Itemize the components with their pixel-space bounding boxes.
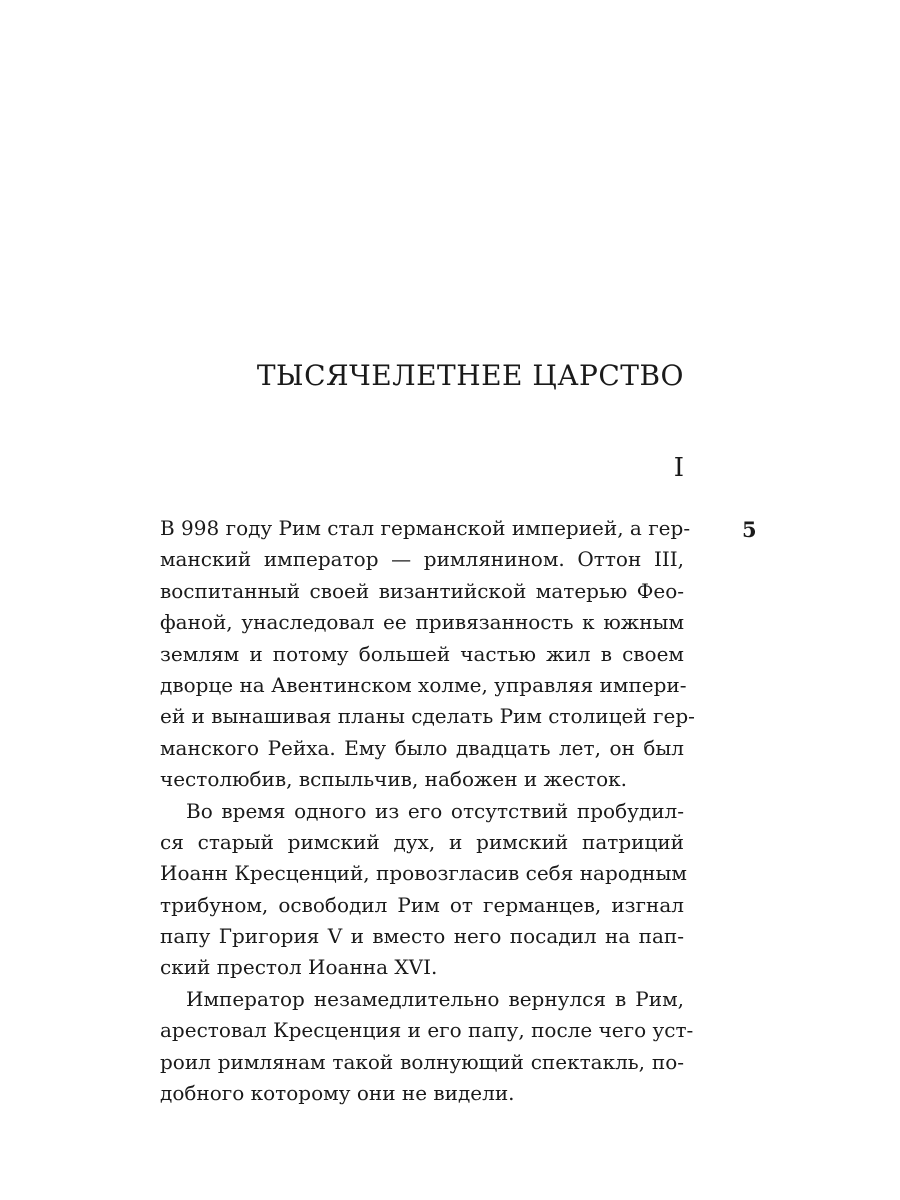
body-text [160,513,695,1109]
text-line: В 998 году Рим стал германской империей, а гер- [160,516,691,540]
text-line: землям и потому большей частью жил в своем [160,641,684,666]
text-line: трибуном, освободил Рим от германцев, изгнал [160,892,684,917]
text-line: Во время одного из его отсутствий пробудил- [186,798,684,823]
text-line: ся старый римский дух, и римский патриций [160,829,684,854]
page-number: 5 [742,517,757,542]
text-line: фаной, унаследовал ее привязанность к южным [160,610,684,635]
text-line: добного которому они не видели. [160,1081,515,1106]
chapter-number: I [673,453,684,483]
text-line: Иоанн Кресценций, провозгласив себя народным [160,861,687,886]
text-line: роил римлянам такой волнующий спектакль, по- [160,1049,684,1074]
text-line: воспитанный своей византийской матерью Фео- [160,578,684,603]
text-line: арестовал Кресценция и его папу, после чего уст- [160,1018,694,1043]
text-line: ей и вынашивая планы сделать Рим столицей гер- [160,704,695,729]
text-line: манского Рейха. Ему было двадцать лет, он был [160,735,684,760]
text-line: честолюбив, вспыльчив, набожен и жесток. [160,767,628,792]
text-line: манский император — римлянином. Оттон III, [160,547,684,572]
text-line: ский престол Иоанна XVI. [160,955,438,980]
chapter-title: ТЫСЯЧЕЛЕТНЕЕ ЦАРСТВО [256,359,684,392]
text-line: дворце на Авентинском холме, управляя импери- [160,672,687,697]
text-line: Император незамедлительно вернулся в Рим, [186,986,684,1011]
text-line: папу Григория V и вместо него посадил на пап- [160,924,684,949]
